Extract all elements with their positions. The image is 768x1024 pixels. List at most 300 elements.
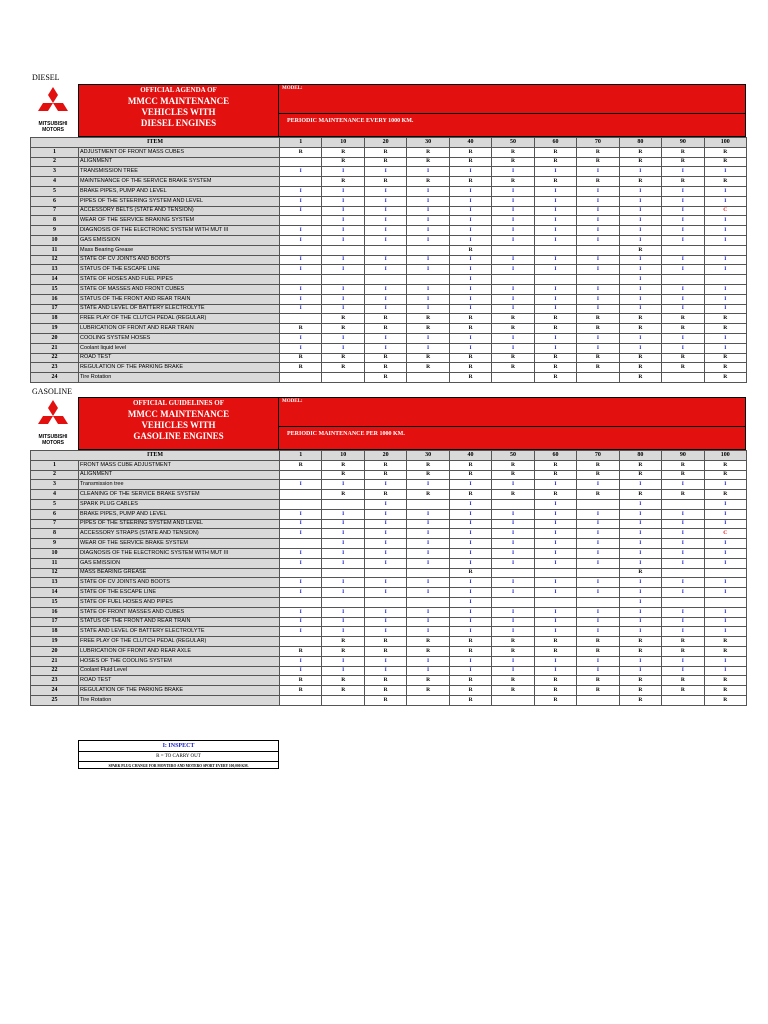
maintenance-mark: I <box>280 186 322 196</box>
maintenance-mark: I <box>704 627 746 637</box>
table-row <box>31 255 747 265</box>
maintenance-mark: I <box>577 226 619 236</box>
maintenance-mark: R <box>322 470 364 480</box>
maintenance-mark: I <box>619 499 661 509</box>
maintenance-mark <box>280 245 322 255</box>
maintenance-mark: R <box>407 353 449 363</box>
maintenance-mark: I <box>704 480 746 490</box>
row-number: 8 <box>31 216 79 226</box>
maintenance-mark: I <box>449 539 491 549</box>
maintenance-mark: I <box>280 617 322 627</box>
model-label: MODEL: <box>282 86 303 91</box>
maintenance-mark: I <box>322 627 364 637</box>
maintenance-mark: I <box>704 226 746 236</box>
table-row <box>31 519 747 529</box>
interval-header: 10 <box>322 451 364 461</box>
maintenance-mark: R <box>364 373 406 383</box>
maintenance-mark: I <box>280 255 322 265</box>
table-row <box>31 529 747 539</box>
maintenance-mark: R <box>322 147 364 157</box>
maintenance-mark: R <box>449 568 491 578</box>
maintenance-mark: R <box>619 177 661 187</box>
table-row <box>31 597 747 607</box>
maintenance-mark <box>280 539 322 549</box>
maintenance-mark: I <box>449 627 491 637</box>
maintenance-mark: R <box>534 460 576 470</box>
maintenance-mark: R <box>704 646 746 656</box>
row-number: 9 <box>31 226 79 236</box>
item-header: ITEM <box>31 451 280 461</box>
row-item: STATE OF MASSES AND FRONT CUBES <box>79 284 280 294</box>
table-row <box>31 167 747 177</box>
maintenance-mark: I <box>449 588 491 598</box>
logo-text <box>30 121 76 133</box>
maintenance-mark: R <box>407 637 449 647</box>
maintenance-mark: I <box>407 206 449 216</box>
maintenance-mark: I <box>577 607 619 617</box>
maintenance-mark: I <box>577 343 619 353</box>
logo-text-line: MOTORS <box>42 127 64 133</box>
maintenance-mark: R <box>577 637 619 647</box>
maintenance-mark: I <box>492 666 534 676</box>
maintenance-mark: I <box>619 578 661 588</box>
maintenance-mark <box>364 245 406 255</box>
maintenance-mark <box>407 275 449 285</box>
table-row <box>31 470 747 480</box>
maintenance-mark: I <box>449 499 491 509</box>
maintenance-mark: R <box>322 646 364 656</box>
maintenance-mark: I <box>619 539 661 549</box>
maintenance-mark: R <box>322 676 364 686</box>
maintenance-mark: R <box>407 147 449 157</box>
maintenance-mark: I <box>364 284 406 294</box>
maintenance-mark: I <box>619 216 661 226</box>
maintenance-mark <box>322 275 364 285</box>
maintenance-mark: R <box>534 676 576 686</box>
maintenance-mark: R <box>449 324 491 334</box>
maintenance-mark: I <box>577 519 619 529</box>
periodic-banner <box>279 114 746 137</box>
maintenance-mark <box>662 373 704 383</box>
maintenance-mark: I <box>407 519 449 529</box>
row-item: BRAKE PIPES, PUMP AND LEVEL <box>79 509 280 519</box>
row-item: TRANSMISSION TREE <box>79 167 280 177</box>
maintenance-mark: I <box>322 255 364 265</box>
maintenance-mark: I <box>577 333 619 343</box>
maintenance-mark <box>492 568 534 578</box>
maintenance-mark: I <box>280 226 322 236</box>
table-row <box>31 314 747 324</box>
maintenance-mark: R <box>662 470 704 480</box>
maintenance-mark: I <box>407 167 449 177</box>
row-item: STATE AND LEVEL OF BATTERY ELECTROLYTE <box>79 304 280 314</box>
maintenance-mark <box>662 245 704 255</box>
maintenance-mark: R <box>322 177 364 187</box>
interval-header: 90 <box>662 138 704 148</box>
maintenance-mark: R <box>322 460 364 470</box>
maintenance-mark: I <box>407 617 449 627</box>
maintenance-mark: I <box>492 343 534 353</box>
maintenance-mark: I <box>407 558 449 568</box>
row-number: 15 <box>31 597 79 607</box>
interval-header: 70 <box>577 138 619 148</box>
maintenance-mark <box>577 245 619 255</box>
maintenance-mark: I <box>449 226 491 236</box>
row-number: 17 <box>31 304 79 314</box>
maintenance-mark: I <box>577 206 619 216</box>
maintenance-mark: I <box>662 255 704 265</box>
maintenance-mark: I <box>322 343 364 353</box>
maintenance-mark: R <box>662 177 704 187</box>
maintenance-mark: I <box>322 529 364 539</box>
row-number: 23 <box>31 363 79 373</box>
maintenance-mark: I <box>534 558 576 568</box>
maintenance-mark: I <box>534 304 576 314</box>
maintenance-mark: R <box>662 363 704 373</box>
maintenance-mark: I <box>364 519 406 529</box>
maintenance-mark: I <box>322 588 364 598</box>
maintenance-mark: I <box>577 186 619 196</box>
maintenance-mark: R <box>449 147 491 157</box>
maintenance-mark: I <box>704 167 746 177</box>
maintenance-mark: I <box>449 333 491 343</box>
maintenance-mark: I <box>449 617 491 627</box>
maintenance-mark: R <box>492 686 534 696</box>
maintenance-mark: I <box>577 304 619 314</box>
maintenance-mark: I <box>407 255 449 265</box>
maintenance-mark: I <box>534 186 576 196</box>
maintenance-mark: I <box>492 480 534 490</box>
maintenance-mark: I <box>577 216 619 226</box>
maintenance-mark: R <box>619 314 661 324</box>
maintenance-mark <box>280 499 322 509</box>
row-number: 1 <box>31 460 79 470</box>
maintenance-mark: R <box>704 695 746 705</box>
table-row <box>31 637 747 647</box>
maintenance-mark: I <box>407 186 449 196</box>
maintenance-mark: I <box>449 666 491 676</box>
maintenance-mark: I <box>492 216 534 226</box>
maintenance-mark: I <box>534 255 576 265</box>
maintenance-mark: R <box>322 324 364 334</box>
maintenance-mark: I <box>322 558 364 568</box>
maintenance-mark: I <box>619 167 661 177</box>
maintenance-mark: I <box>322 548 364 558</box>
maintenance-mark: I <box>449 216 491 226</box>
row-item: STATE OF FUEL HOSES AND PIPES <box>79 597 280 607</box>
maintenance-mark <box>322 245 364 255</box>
maintenance-mark: R <box>449 676 491 686</box>
maintenance-mark: C <box>704 206 746 216</box>
row-item: Tire Rotation <box>79 695 280 705</box>
row-item: Transmission tree <box>79 480 280 490</box>
maintenance-mark: R <box>492 314 534 324</box>
row-number: 5 <box>31 186 79 196</box>
maintenance-mark: I <box>449 284 491 294</box>
interval-header: 90 <box>662 451 704 461</box>
maintenance-mark: I <box>364 627 406 637</box>
maintenance-mark: I <box>534 499 576 509</box>
title-line: OFFICIAL GUIDELINES OF <box>132 399 225 407</box>
row-number: 14 <box>31 588 79 598</box>
row-number: 9 <box>31 539 79 549</box>
maintenance-mark: R <box>407 177 449 187</box>
maintenance-mark: I <box>280 206 322 216</box>
table-row <box>31 617 747 627</box>
row-item: Coolant liquid level <box>79 343 280 353</box>
row-number: 21 <box>31 656 79 666</box>
row-item: STATE OF HOSES AND FUEL PIPES <box>79 275 280 285</box>
maintenance-mark: R <box>364 353 406 363</box>
maintenance-mark <box>280 157 322 167</box>
table-row <box>31 353 747 363</box>
maintenance-mark: R <box>280 324 322 334</box>
maintenance-mark: I <box>662 480 704 490</box>
table-row <box>31 147 747 157</box>
maintenance-mark: I <box>619 196 661 206</box>
maintenance-mark: I <box>704 255 746 265</box>
maintenance-mark: R <box>704 324 746 334</box>
maintenance-mark: R <box>364 177 406 187</box>
table-row <box>31 373 747 383</box>
maintenance-mark: I <box>364 206 406 216</box>
maintenance-mark: I <box>534 666 576 676</box>
maintenance-mark: I <box>662 216 704 226</box>
maintenance-mark: R <box>407 460 449 470</box>
row-number: 24 <box>31 686 79 696</box>
maintenance-mark: R <box>322 686 364 696</box>
maintenance-mark: R <box>662 157 704 167</box>
maintenance-mark: R <box>534 646 576 656</box>
maintenance-mark: R <box>619 490 661 500</box>
maintenance-mark: R <box>280 646 322 656</box>
mitsubishi-logo <box>30 397 76 450</box>
row-item: SPARK PLUG CABLES <box>79 499 280 509</box>
maintenance-mark: R <box>534 470 576 480</box>
diesel-title-box <box>78 84 279 137</box>
legend-spark-note: SPARK PLUG CHANGE FOR MONTERO AND MOTERO SPORT EVERY 100,000 KM. <box>108 764 249 768</box>
row-item: GAS EMISSION <box>79 235 280 245</box>
maintenance-mark: C <box>704 529 746 539</box>
maintenance-mark: R <box>407 157 449 167</box>
maintenance-mark: I <box>492 294 534 304</box>
maintenance-mark: I <box>449 186 491 196</box>
maintenance-mark: R <box>534 686 576 696</box>
maintenance-mark <box>492 499 534 509</box>
maintenance-mark: I <box>662 294 704 304</box>
maintenance-mark: I <box>322 265 364 275</box>
row-item: REGULATION OF THE PARKING BRAKE <box>79 363 280 373</box>
maintenance-mark: I <box>364 304 406 314</box>
maintenance-mark <box>280 470 322 480</box>
maintenance-mark: I <box>364 294 406 304</box>
maintenance-mark: I <box>407 216 449 226</box>
maintenance-mark: I <box>662 186 704 196</box>
row-item: STATUS OF THE FRONT AND REAR TRAIN <box>79 294 280 304</box>
maintenance-mark: I <box>662 235 704 245</box>
maintenance-mark: I <box>619 206 661 216</box>
table-row <box>31 363 747 373</box>
maintenance-mark <box>704 597 746 607</box>
maintenance-mark: R <box>449 177 491 187</box>
maintenance-mark: I <box>280 196 322 206</box>
table-row <box>31 196 747 206</box>
maintenance-mark: I <box>280 578 322 588</box>
maintenance-mark: I <box>534 509 576 519</box>
table-row <box>31 666 747 676</box>
interval-header: 40 <box>449 451 491 461</box>
table-row <box>31 509 747 519</box>
maintenance-mark: I <box>577 196 619 206</box>
maintenance-mark: I <box>704 284 746 294</box>
maintenance-mark: I <box>407 548 449 558</box>
maintenance-mark: R <box>449 245 491 255</box>
gasoline-maintenance-table <box>30 450 747 706</box>
maintenance-mark: I <box>704 333 746 343</box>
maintenance-mark: R <box>704 470 746 480</box>
maintenance-mark: I <box>619 304 661 314</box>
maintenance-mark: I <box>449 275 491 285</box>
maintenance-mark: I <box>407 578 449 588</box>
maintenance-mark <box>534 597 576 607</box>
maintenance-mark: I <box>534 588 576 598</box>
title-line: MMCC MAINTENANCE <box>127 96 230 106</box>
maintenance-mark: I <box>280 509 322 519</box>
maintenance-mark <box>577 373 619 383</box>
maintenance-mark: I <box>704 499 746 509</box>
gasoline-header <box>30 397 746 450</box>
row-item: STATE OF THE ESCAPE LINE <box>79 588 280 598</box>
maintenance-mark: I <box>704 666 746 676</box>
maintenance-mark: R <box>534 490 576 500</box>
maintenance-mark: I <box>577 255 619 265</box>
maintenance-mark: I <box>534 226 576 236</box>
maintenance-mark <box>534 245 576 255</box>
maintenance-mark: I <box>619 275 661 285</box>
table-header-row <box>31 451 747 461</box>
periodic-label: PERIODIC MAINTENANCE EVERY 1000 KM. <box>287 118 414 124</box>
maintenance-mark: I <box>534 284 576 294</box>
maintenance-mark: R <box>534 147 576 157</box>
maintenance-mark <box>492 275 534 285</box>
maintenance-mark <box>280 568 322 578</box>
row-item: ROAD TEST <box>79 353 280 363</box>
maintenance-mark <box>364 568 406 578</box>
row-item: PIPES OF THE STEERING SYSTEM AND LEVEL <box>79 196 280 206</box>
row-item: HOSES OF THE COOLING SYSTEM <box>79 656 280 666</box>
maintenance-mark: I <box>280 666 322 676</box>
row-item: ACCESSORY STRAPS (STATE AND TENSION) <box>79 529 280 539</box>
maintenance-mark: I <box>704 519 746 529</box>
table-row <box>31 676 747 686</box>
row-item: ALIGNMENT <box>79 157 280 167</box>
maintenance-mark: R <box>322 314 364 324</box>
maintenance-mark: R <box>704 363 746 373</box>
table-row <box>31 235 747 245</box>
maintenance-mark: I <box>322 167 364 177</box>
maintenance-mark: I <box>364 255 406 265</box>
row-number: 13 <box>31 265 79 275</box>
maintenance-mark: I <box>662 607 704 617</box>
maintenance-mark <box>280 275 322 285</box>
maintenance-mark: R <box>704 373 746 383</box>
maintenance-mark: I <box>619 529 661 539</box>
maintenance-mark: R <box>322 157 364 167</box>
maintenance-mark: I <box>662 333 704 343</box>
title-line: VEHICLES WITH <box>141 420 216 430</box>
row-number: 1 <box>31 147 79 157</box>
maintenance-mark: R <box>704 147 746 157</box>
row-number: 6 <box>31 509 79 519</box>
maintenance-mark: I <box>577 294 619 304</box>
maintenance-mark <box>364 597 406 607</box>
maintenance-mark: I <box>662 226 704 236</box>
maintenance-mark: R <box>619 695 661 705</box>
maintenance-mark: I <box>364 265 406 275</box>
maintenance-mark: I <box>492 617 534 627</box>
maintenance-mark: R <box>407 314 449 324</box>
table-row <box>31 578 747 588</box>
maintenance-mark: I <box>280 343 322 353</box>
maintenance-mark: R <box>662 637 704 647</box>
maintenance-mark: I <box>534 167 576 177</box>
maintenance-mark: R <box>619 460 661 470</box>
maintenance-mark: R <box>364 490 406 500</box>
row-item: ADJUSTMENT OF FRONT MASS CUBES <box>79 147 280 157</box>
maintenance-mark: I <box>449 656 491 666</box>
table-row <box>31 646 747 656</box>
maintenance-mark: I <box>280 519 322 529</box>
interval-header: 20 <box>364 451 406 461</box>
maintenance-mark: I <box>662 519 704 529</box>
maintenance-mark: R <box>449 637 491 647</box>
maintenance-mark: R <box>577 646 619 656</box>
row-number: 25 <box>31 695 79 705</box>
maintenance-mark: R <box>534 157 576 167</box>
table-row <box>31 304 747 314</box>
maintenance-mark: R <box>280 686 322 696</box>
maintenance-mark: R <box>577 353 619 363</box>
maintenance-mark <box>280 695 322 705</box>
maintenance-mark: R <box>534 177 576 187</box>
row-number: 16 <box>31 607 79 617</box>
maintenance-mark: I <box>704 539 746 549</box>
maintenance-mark: I <box>577 627 619 637</box>
maintenance-mark: I <box>492 167 534 177</box>
row-item: REGULATION OF THE PARKING BRAKE <box>79 686 280 696</box>
row-number: 10 <box>31 235 79 245</box>
maintenance-mark <box>322 568 364 578</box>
maintenance-mark: R <box>492 353 534 363</box>
maintenance-mark <box>704 568 746 578</box>
maintenance-mark: I <box>619 294 661 304</box>
maintenance-mark <box>577 499 619 509</box>
table-row <box>31 284 747 294</box>
maintenance-mark: I <box>364 186 406 196</box>
maintenance-mark: I <box>534 607 576 617</box>
maintenance-mark: I <box>704 607 746 617</box>
maintenance-mark: I <box>619 226 661 236</box>
maintenance-mark: R <box>704 314 746 324</box>
maintenance-mark: I <box>322 607 364 617</box>
maintenance-mark: I <box>449 255 491 265</box>
maintenance-mark: I <box>449 607 491 617</box>
maintenance-mark: R <box>449 363 491 373</box>
row-item: DIAGNOSIS OF THE ELECTRONIC SYSTEM WITH MUT III <box>79 226 280 236</box>
maintenance-mark: I <box>364 235 406 245</box>
maintenance-mark: I <box>577 284 619 294</box>
row-number: 18 <box>31 627 79 637</box>
